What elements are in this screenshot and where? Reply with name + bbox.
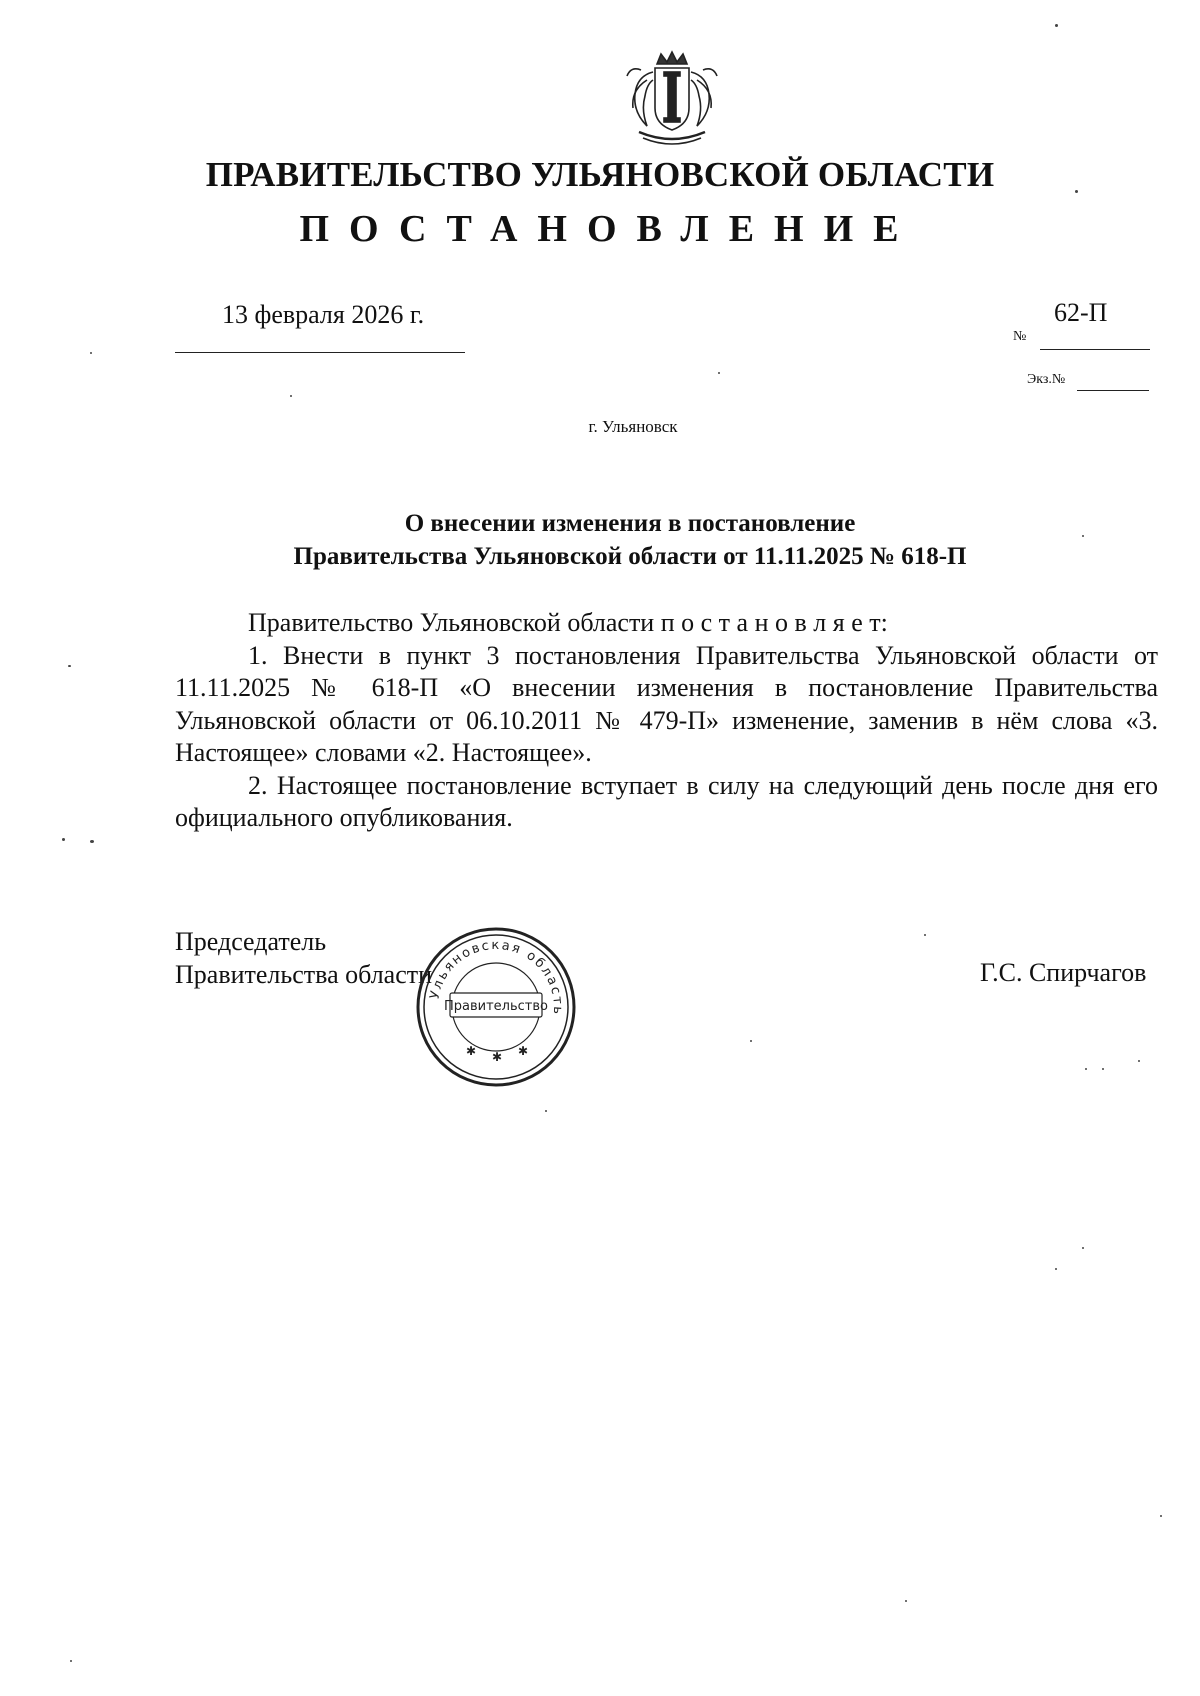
title-line-2: Правительства Ульяновской области от 11.11.2025 № 618-П <box>293 543 967 570</box>
seal-ring-text: Ульяновская область <box>427 937 566 1017</box>
svg-text:✱: ✱ <box>518 1044 529 1058</box>
body-item-2: 2. Настоящее постановление вступает в силу на следующий день после дня его официального опубликования. <box>175 770 1158 832</box>
scan-speck <box>1055 1268 1057 1270</box>
official-seal-stamp <box>414 925 578 1089</box>
scan-speck <box>1102 1068 1104 1070</box>
scan-speck <box>924 934 926 936</box>
number-underline <box>1040 349 1150 350</box>
title-line-1: О внесении изменения в постановление <box>404 510 856 537</box>
scan-speck <box>1082 535 1084 537</box>
svg-text:✱: ✱ <box>466 1044 477 1058</box>
scan-speck <box>90 840 94 843</box>
document-number: 62-П <box>1054 298 1108 327</box>
signer-title <box>175 926 432 991</box>
scan-speck <box>90 352 92 354</box>
scan-speck <box>1055 24 1058 27</box>
signer-title-line-1: Председатель <box>175 927 327 956</box>
document-title <box>0 507 1200 573</box>
copy-number-underline <box>1077 390 1149 391</box>
scan-speck <box>62 838 65 841</box>
body-intro: Правительство Ульяновской области п о с т а н о в л я е т: <box>248 608 888 637</box>
government-name: ПРАВИТЕЛЬСТВО УЛЬЯНОВСКОЙ ОБЛАСТИ <box>205 155 995 194</box>
city-name: г. Ульяновск <box>588 417 678 436</box>
scan-speck <box>1082 1247 1084 1249</box>
scan-speck <box>1075 190 1078 193</box>
copy-number-label: Экз.№ <box>1027 372 1066 387</box>
coat-of-arms-emblem <box>617 50 727 150</box>
svg-text:✱: ✱ <box>492 1050 503 1064</box>
scan-speck <box>750 1040 752 1042</box>
scan-speck <box>545 1110 547 1112</box>
signer-name: Г.С. Спирчагов <box>980 958 1147 987</box>
number-label: № <box>1013 329 1027 344</box>
scan-speck <box>290 395 292 397</box>
document-date: 13 февраля 2026 г. <box>222 300 425 329</box>
scan-speck <box>1160 1515 1162 1517</box>
scan-speck <box>68 665 71 667</box>
body-item-1: 1. Внести в пункт 3 постановления Правительства Ульяновской области от 11.11.2025 № 618-П «О внесении изменения в постановление Правительства Ульяновской области от 06.10.2011 № 479-П» изменение, заменив в нём слова «3. Настоящее» словами «2. Настоящее». <box>175 640 1158 767</box>
signer-title-line-2: Правительства области <box>175 959 433 989</box>
date-underline <box>175 352 465 353</box>
document-type: ПОСТАНОВЛЕНИЕ <box>299 208 919 250</box>
scan-speck <box>718 372 720 374</box>
scan-speck <box>70 1660 72 1662</box>
scan-speck <box>1085 1068 1087 1070</box>
scan-speck <box>905 1600 907 1602</box>
scan-speck <box>1138 1060 1140 1062</box>
seal-center-text: Правительство <box>444 999 548 1014</box>
document-body <box>175 607 1158 835</box>
